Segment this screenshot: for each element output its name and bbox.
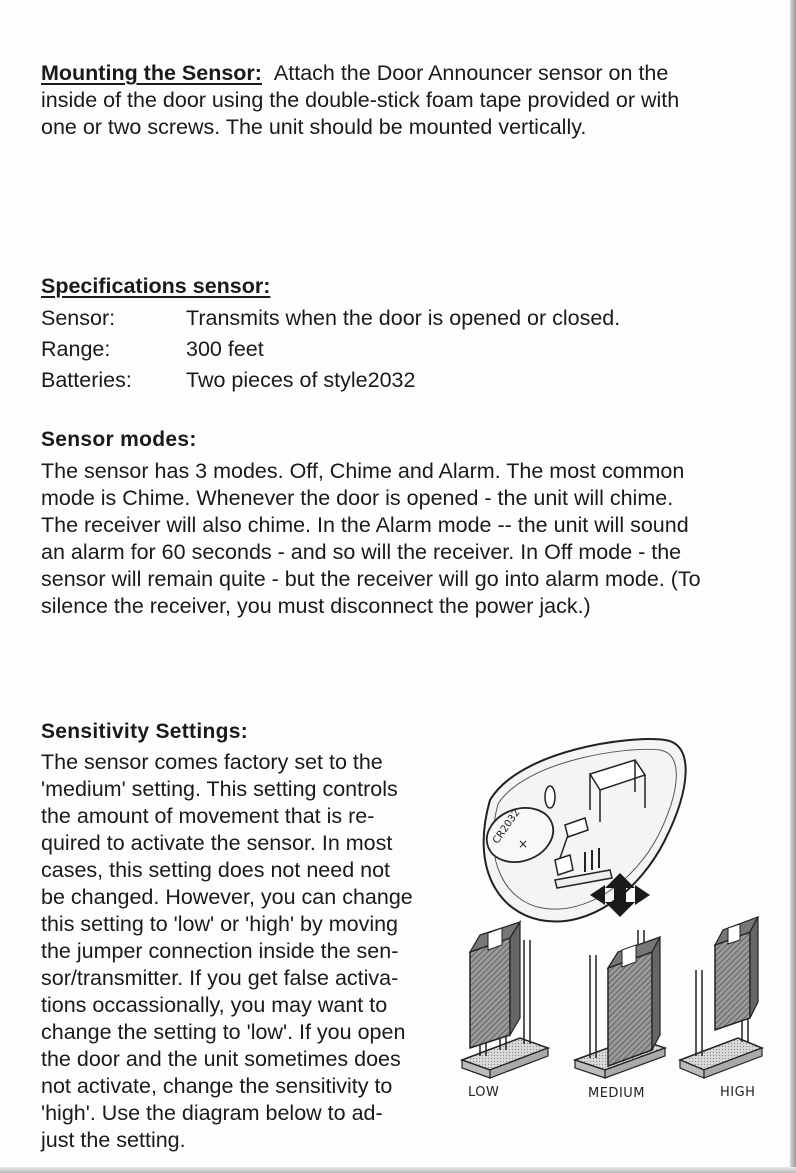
spec-key: Range:: [41, 337, 111, 361]
label-low: LOW: [468, 1085, 500, 1100]
mounting-text-1: Attach the Door Announcer sensor on the: [273, 61, 669, 85]
spec-value: Two pieces of style2032: [186, 368, 416, 392]
sensitivity-section: [41, 720, 441, 1154]
modes-line-1: The sensor has 3 modes. Off, Chime and Alarm. The most common: [41, 459, 685, 483]
svg-text:×: ×: [518, 837, 529, 851]
jumper-medium: [575, 930, 665, 1078]
label-high: HIGH: [720, 1085, 756, 1100]
sensitivity-line-1: The sensor comes factory set to the: [41, 750, 383, 774]
spec-value: Transmits when the door is opened or closed.: [186, 306, 621, 330]
page-edge-shadow: [790, 0, 796, 1173]
sensitivity-heading: Sensitivity Settings:: [41, 720, 249, 743]
label-medium: MEDIUM: [588, 1086, 646, 1101]
spec-row: [41, 303, 761, 334]
jumper-diagram: [460, 730, 765, 1110]
page-bottom-edge: [0, 1167, 796, 1173]
specs-section: [41, 273, 761, 396]
sensitivity-line-12: the door and the unit sometimes does: [41, 1047, 401, 1071]
mounting-line-1: [41, 60, 761, 87]
spec-value: 300 feet: [186, 337, 264, 361]
sensitivity-line-2: 'medium' setting. This setting controls: [41, 777, 398, 801]
mounting-section: [41, 60, 761, 141]
modes-line-5: sensor will remain quite - but the receiver will go into alarm mode. (To: [41, 567, 701, 591]
sensitivity-line-6: be changed. However, you can change: [41, 885, 413, 909]
sensitivity-line-14: 'high'. Use the diagram below to ad-: [41, 1101, 383, 1125]
mounting-line-3: one or two screws. The unit should be mounted vertically.: [41, 115, 587, 139]
modes-heading: Sensor modes:: [41, 428, 197, 451]
sensitivity-line-7: this setting to 'low' or 'high' by moving: [41, 912, 399, 936]
spec-row: [41, 334, 761, 365]
sensor-board-illustration: [479, 739, 686, 921]
jumper-high: [680, 917, 762, 1078]
battery-label: CR2032: [490, 807, 523, 847]
sensitivity-line-11: change the setting to 'low'. If you open: [41, 1020, 406, 1044]
modes-line-4: an alarm for 60 seconds - and so will the receiver. In Off mode - the: [41, 540, 682, 564]
sensitivity-line-9: sor/transmitter. If you get false activa-: [41, 966, 399, 990]
sensitivity-line-13: not activate, change the sensitivity to: [41, 1074, 393, 1098]
spec-key: Sensor:: [41, 306, 116, 330]
jumper-low: [462, 922, 548, 1078]
modes-section: [41, 428, 756, 620]
sensitivity-line-15: just the setting.: [41, 1128, 186, 1152]
modes-line-2: mode is Chime. Whenever the door is opened - the unit will chime.: [41, 486, 674, 510]
sensitivity-line-3: the amount of movement that is re-: [41, 804, 375, 828]
spec-key: Batteries:: [41, 368, 132, 392]
spec-row: [41, 365, 761, 396]
modes-line-6: silence the receiver, you must disconnect the power jack.): [41, 594, 591, 618]
modes-line-3: The receiver will also chime. In the Alarm mode -- the unit will sound: [41, 513, 689, 537]
sensitivity-line-8: the jumper connection inside the sen-: [41, 939, 399, 963]
specs-heading: Specifications sensor:: [41, 274, 271, 298]
sensitivity-line-10: tions occassionally, you may want to: [41, 993, 388, 1017]
sensitivity-line-5: cases, this setting does not need not: [41, 858, 391, 882]
sensitivity-line-4: quired to activate the sensor. In most: [41, 831, 393, 855]
mounting-line-2: inside of the door using the double-stick foam tape provided or with: [41, 88, 680, 112]
mounting-heading: Mounting the Sensor:: [41, 61, 262, 85]
